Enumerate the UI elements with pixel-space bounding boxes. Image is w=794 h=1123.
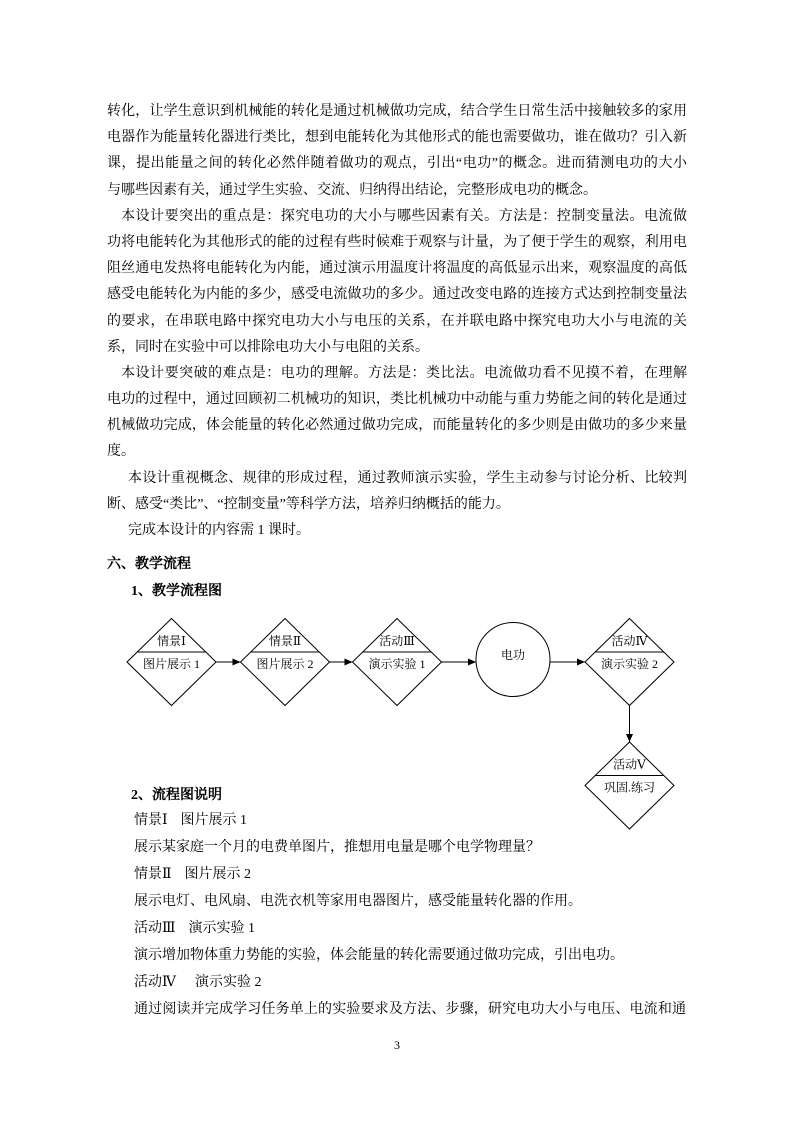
explanation-title xyxy=(134,861,686,888)
flow-node-activity-3 xyxy=(353,619,442,706)
explanation-text: 展示某家庭一个月的电费单图片，推想用电量是哪个电学物理量？ xyxy=(134,839,540,855)
explanation-stage: 情景Ⅱ xyxy=(134,866,172,882)
text-line: 断、感受“类比”、“控制变量”等科学方法，培养归纳概括的能力。 xyxy=(107,496,510,512)
text-line: 完成本设计的内容需 1 课时。 xyxy=(128,523,310,538)
explanation-title xyxy=(134,969,686,996)
flowchart-heading: 1、教学流程图 xyxy=(131,584,222,599)
node-bottom-label: 图片展示 1 xyxy=(142,657,201,671)
paragraph-intro xyxy=(107,99,687,204)
text-line: 阻丝通电发热将电能转化为内能，通过演示用温度计将温度的高低显示出来，观察温度的高低 xyxy=(107,261,687,277)
text-line: 电器作为能量转化器进行类比，想到电能转化为其他形式的能也需要做功，谁在做功？引入新 xyxy=(107,130,687,146)
text-line: 本设计重视概念、规律的形成过程，通过教师演示实验，学生主动参与讨论分析、比较判 xyxy=(128,470,687,486)
node-top-label: 活动Ⅳ xyxy=(611,634,648,648)
node-bottom-label: 图片展示 2 xyxy=(256,657,314,671)
text-line: 度。 xyxy=(107,444,135,460)
explanation-step-name: 图片展示 1 xyxy=(180,812,248,828)
flow-node-electric-work xyxy=(476,623,550,697)
node-label: 电功 xyxy=(500,648,526,662)
node-bottom-label: 巩固.练习 xyxy=(603,780,656,795)
paragraph-process xyxy=(107,466,687,518)
explanation-stage: 情景Ⅰ xyxy=(134,812,168,828)
flowchart-explanation xyxy=(134,807,686,1023)
explanation-step-name: 演示实验 2 xyxy=(195,974,262,990)
text-line: 与哪些因素有关，通过学生实验、交流、归纳得出结论，完整形成电功的概念。 xyxy=(107,182,597,198)
explanation-step-name: 图片展示 2 xyxy=(184,866,252,882)
text-line: 感受电能转化为内能的多少，感受电流做功的多少。通过改变电路的连接方式达到控制变量法 xyxy=(107,287,687,303)
node-top-label: 活动Ⅲ xyxy=(379,634,415,648)
section-heading: 六、教学流程 xyxy=(107,557,191,572)
body-text xyxy=(107,99,687,544)
text-line: 本设计要突出的重点是：探究电功的大小与哪些因素有关。方法是：控制变量法。电流做 xyxy=(121,208,687,224)
text-line: 课，提出能量之间的转化必然伴随着做功的观点，引出“电功”的概念。进而猜测电功的大小 xyxy=(107,156,687,172)
text-line: 机械做功完成，体会能量的转化必然通过做功完成，而能量转化的多少则是由做功的多少来量 xyxy=(107,418,687,434)
node-top-label: 情景Ⅰ xyxy=(157,634,186,648)
node-top-label: 活动Ⅴ xyxy=(613,757,646,772)
teaching-flowchart xyxy=(0,600,794,840)
text-line: 本设计要突破的难点是：电功的理解。方法是：类比法。电流做功看不见摸不着，在理解 xyxy=(121,365,687,381)
node-top-label: 情景Ⅱ xyxy=(268,634,302,648)
explanation-text: 演示增加物体重力势能的实验，体会能量的转化需要通过做功完成，引出电功。 xyxy=(134,947,624,963)
explanation-text: 展示电灯、电风扇、电洗衣机等家用电器图片，感受能量转化器的作用。 xyxy=(134,893,582,909)
explanation-stage: 活动Ⅳ xyxy=(134,974,176,990)
node-bottom-label: 演示实验 1 xyxy=(368,657,426,671)
explanation-text: 通过阅读并完成学习任务单上的实验要求及方法、步骤，研究电功大小与电压、电流和通 xyxy=(134,1001,686,1017)
text-line: 电功的过程中，通过回顾初二机械功的知识，类比机械功中动能与重力势能之间的转化是通过 xyxy=(107,392,687,408)
text-line: 转化，让学生意识到机械能的转化是通过机械做功完成，结合学生日常生活中接触较多的家用 xyxy=(107,104,687,119)
explanation-heading: 2、流程图说明 xyxy=(131,788,222,803)
paragraph-duration xyxy=(107,518,687,544)
text-line: 系，同时在实验中可以排除电功大小与电阻的关系。 xyxy=(107,339,429,355)
explanation-title xyxy=(134,915,686,942)
explanation-title xyxy=(134,807,686,834)
flow-node-scene-2 xyxy=(241,619,330,706)
explanation-stage: 活动Ⅲ xyxy=(134,920,176,936)
text-line: 功将电能转化为其他形式的能的过程有些时候难于观察与计量，为了便于学生的观察，利用电 xyxy=(107,234,687,250)
paragraph-difficulty xyxy=(107,361,687,466)
node-bottom-label: 演示实验 2 xyxy=(600,657,659,671)
explanation-step-name: 演示实验 1 xyxy=(188,920,256,936)
text-line: 的要求，在串联电路中探究电功大小与电压的关系，在并联电路中探究电功大小与电流的关 xyxy=(107,313,687,329)
flow-node-activity-4 xyxy=(585,619,674,706)
flow-node-scene-1 xyxy=(127,619,216,706)
page-number: 3 xyxy=(394,1038,400,1052)
paragraph-key-point xyxy=(107,204,687,361)
